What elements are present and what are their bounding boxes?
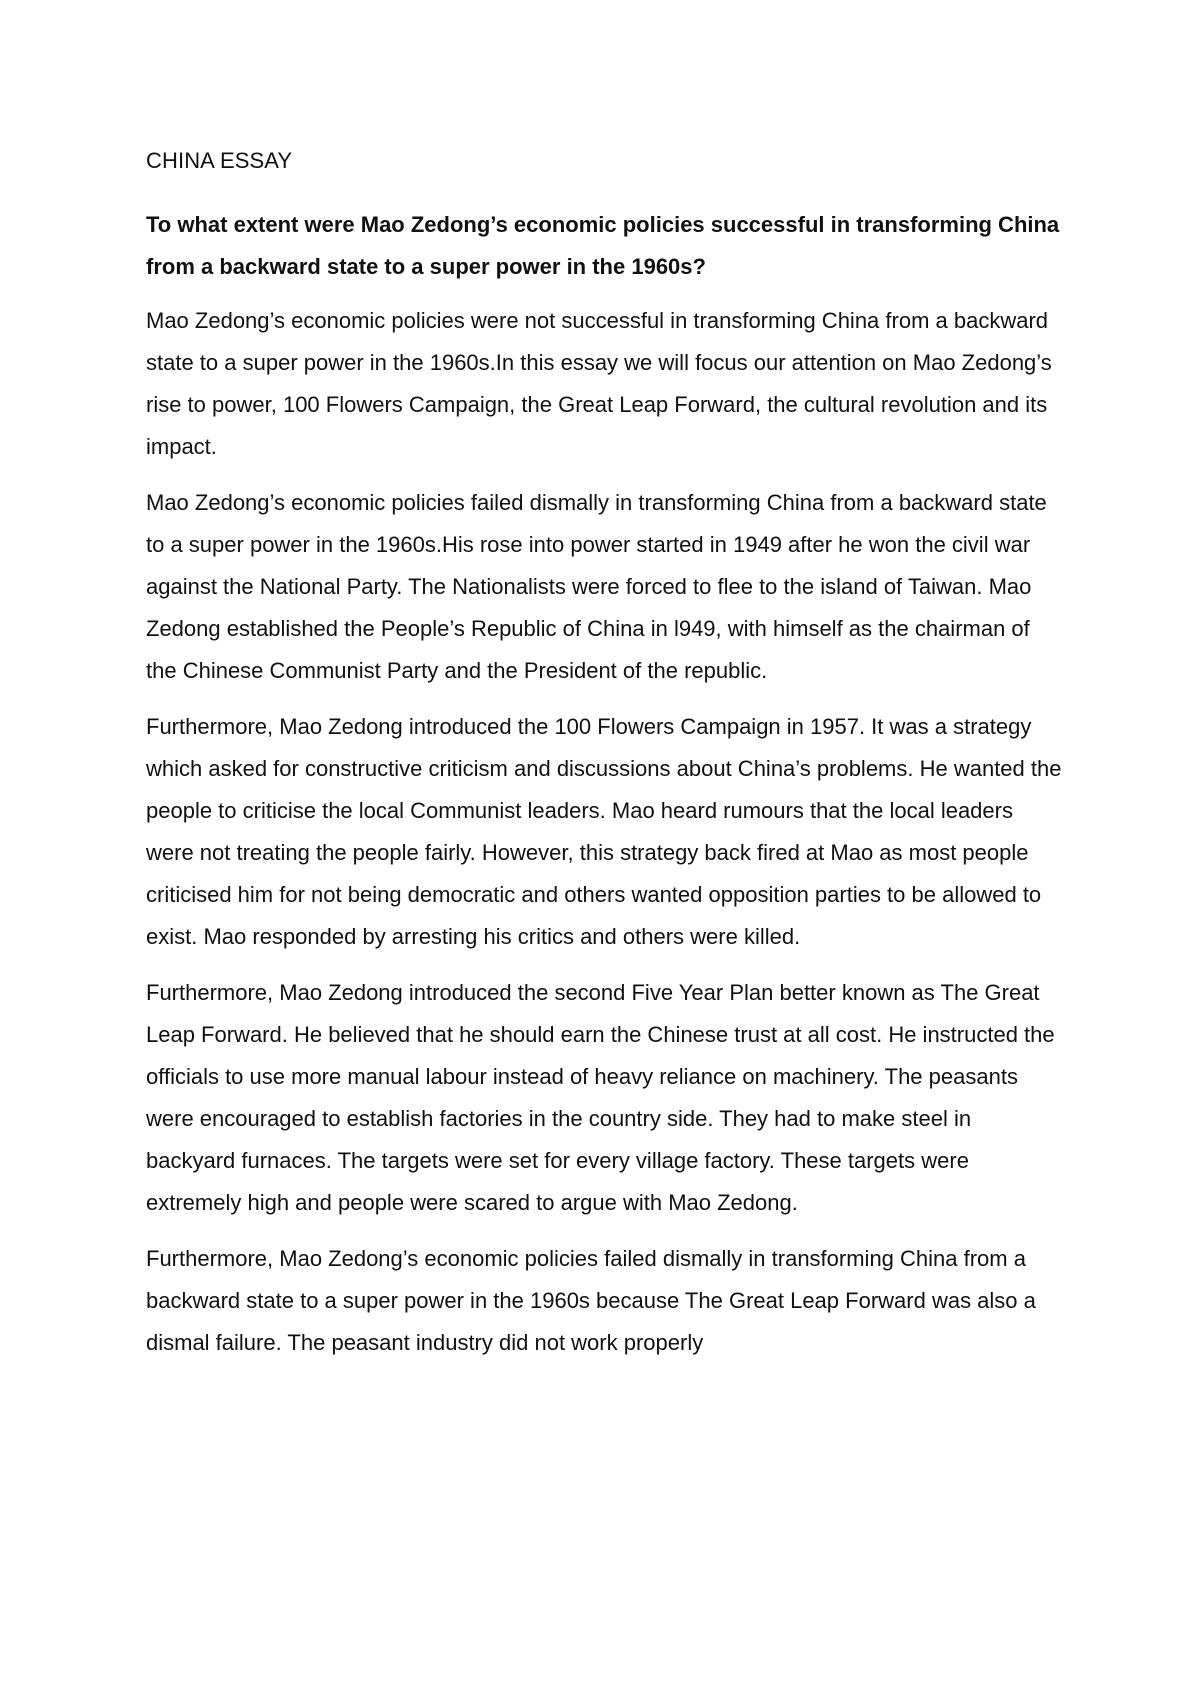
document-title: CHINA ESSAY	[146, 148, 293, 173]
paragraph-rise-to-power: Mao Zedong’s economic policies failed dismally in transforming China from a backward state to a super power in the 1960s.His rose into power started in 1949 after he won the civil war against the National Party. The Nationalists were forced to flee to the island of Taiwan. Mao Zedong established the People’s Republic of China in l949, with himself as the chairman of the Chinese Communist Party and the President of the republic.	[146, 490, 1047, 683]
document-body	[146, 146, 1066, 1378]
paragraph-introduction: Mao Zedong’s economic policies were not successful in transforming China from a backward state to a super power in the 1960s.In this essay we will focus our attention on Mao Zedong’s rise to power, 100 Flowers Campaign, the Great Leap Forward, the cultural revolution and its impact.	[146, 308, 1052, 459]
paragraph-great-leap-failure: Furthermore, Mao Zedong’s economic policies failed dismally in transforming China from a backward state to a super power in the 1960s because The Great Leap Forward was also a dismal failure. The peasant industry did not work properly	[146, 1246, 1036, 1355]
essay-question: To what extent were Mao Zedong’s economic policies successful in transforming China from a backward state to a super power in the 1960s?	[146, 212, 1060, 279]
paragraph-hundred-flowers: Furthermore, Mao Zedong introduced the 100 Flowers Campaign in 1957. It was a strategy which asked for constructive criticism and discussions about China’s problems. He wanted the people to criticise the local Communist leaders. Mao heard rumours that the local leaders were not treating the people fairly. However, this strategy back fired at Mao as most people criticised him for not being democratic and others wanted opposition parties to be allowed to exist. Mao responded by arresting his critics and others were killed.	[146, 714, 1062, 949]
paragraph-great-leap-forward: Furthermore, Mao Zedong introduced the second Five Year Plan better known as The Great Leap Forward. He believed that he should earn the Chinese trust at all cost. He instructed the officials to use more manual labour instead of heavy reliance on machinery. The peasants were encouraged to establish factories in the country side. They had to make steel in backyard furnaces. The targets were set for every village factory. These targets were extremely high and people were scared to argue with Mao Zedong.	[146, 980, 1055, 1215]
